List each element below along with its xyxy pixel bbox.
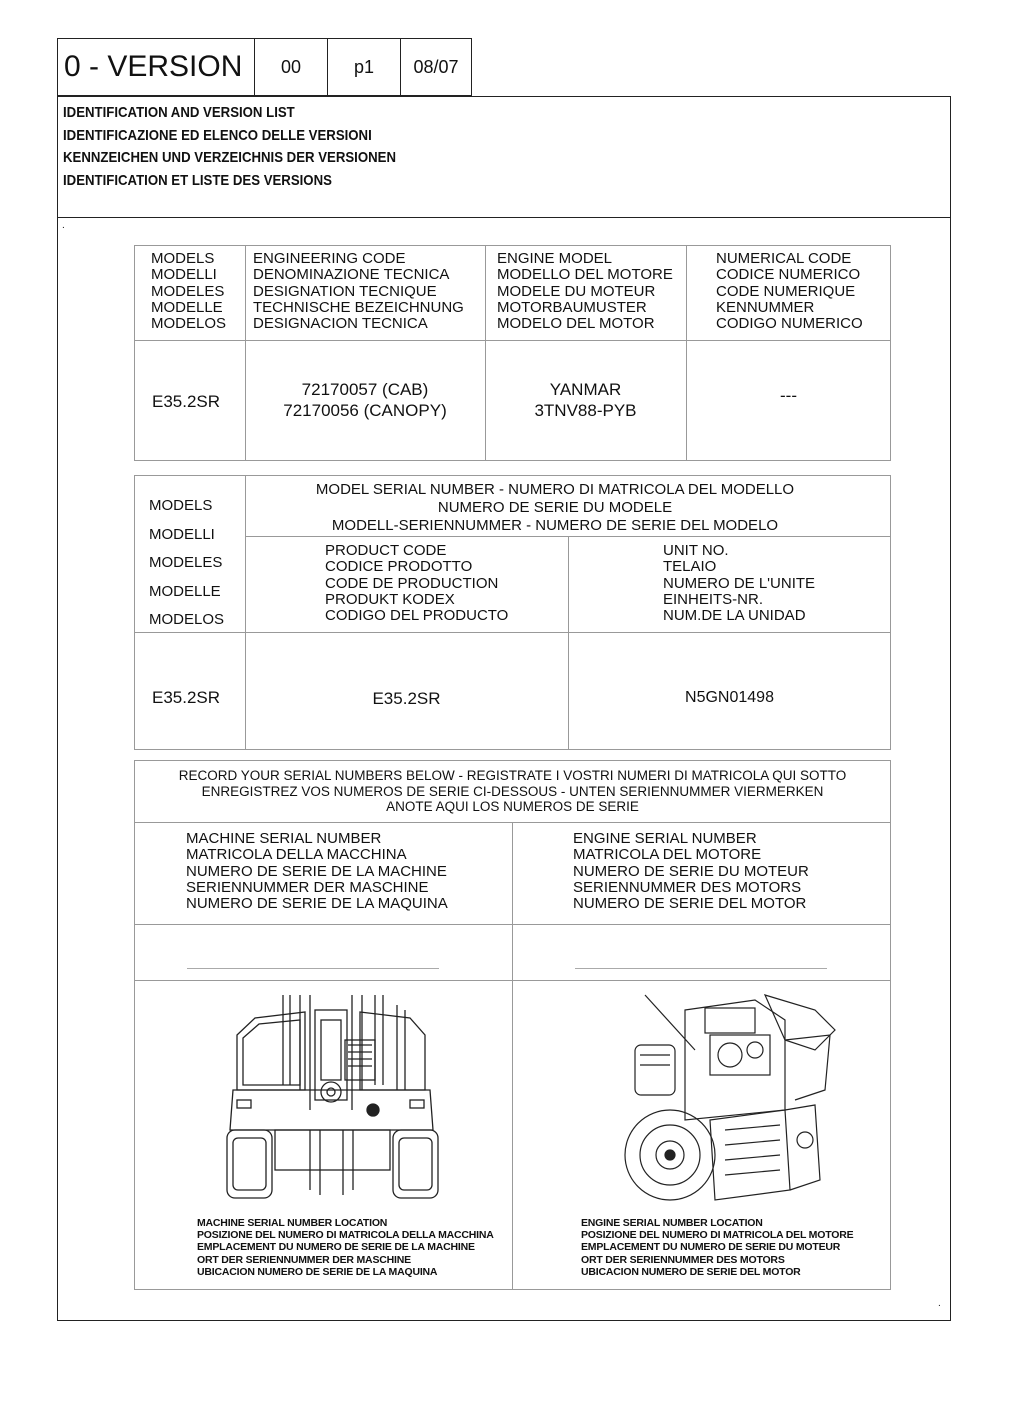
engine-serial-input-line[interactable]: [575, 968, 827, 969]
models-header-2: MODELS MODELLI MODELES MODELLE MODELOS: [149, 497, 225, 628]
revision-number: 00: [254, 38, 327, 96]
revision-date: 08/07: [400, 38, 472, 96]
title-fr: IDENTIFICATION ET LISTE DES VERSIONS: [63, 171, 332, 189]
machine-serial-input-line[interactable]: [187, 968, 439, 969]
engine-serial-header: ENGINE SERIAL NUMBER MATRICOLA DEL MOTORE NUMERO DE SERIE DU MOTEUR SERIENNUMMER DES MOTORS NUMERO DE SERIE DEL MOTOR: [573, 830, 809, 913]
title-it: IDENTIFICAZIONE ED ELENCO DELLE VERSIONI: [63, 126, 372, 144]
title-divider: [57, 217, 951, 218]
title-en: IDENTIFICATION AND VERSION LIST: [63, 104, 295, 121]
machine-serial-header: MACHINE SERIAL NUMBER MATRICOLA DELLA MACCHINA NUMERO DE SERIE DE LA MACHINE SERIENNUMMER DER MASCHINE NUMERO DE SERIE DE LA MAQUINA: [186, 830, 448, 913]
title-de: KENNZEICHEN UND VERZEICHNIS DER VERSIONEN: [63, 149, 396, 166]
engine-location-caption: ENGINE SERIAL NUMBER LOCATION POSIZIONE DEL NUMERO DI MATRICOLA DEL MOTORE EMPLACEMENT DU NUMERO DE SERIE DU MOTEUR ORT DER SERIENNUMMER DES MOTORS UBICACION NUMERO DE SERIE DEL MOTOR: [581, 1217, 854, 1278]
machine-location-caption: MACHINE SERIAL NUMBER LOCATION POSIZIONE DEL NUMERO DI MATRICOLA DELLA MACCHINA EMPLACEMENT DU NUMERO DE SERIE DE LA MACHINE ORT DER SERIENNUMMER DER MASCHINE UBICACION NUMERO DE SERIE DE LA MAQUINA: [197, 1217, 494, 1278]
engine-model-header: ENGINE MODEL MODELLO DEL MOTORE MODELE DU MOTEUR MOTORBAUMUSTER MODELO DEL MOTOR: [497, 250, 673, 333]
model-serial-header: MODEL SERIAL NUMBER - NUMERO DI MATRICOLA DEL MODELLO NUMERO DE SERIE DU MODELE MODELL-SERIENNUMMER - NUMERO DE SERIE DEL MODELO: [315, 481, 795, 534]
unit-no-value: N5GN01498: [685, 689, 774, 706]
product-code-value: E35.2SR: [372, 689, 441, 708]
engineering-code-value: 72170057 (CAB) 72170056 (CANOPY): [283, 380, 447, 420]
model-value: E35.2SR: [152, 392, 221, 411]
corner-dot: .: [62, 220, 65, 231]
product-code-header: PRODUCT CODE CODICE PRODOTTO CODE DE PRODUCTION PRODUKT KODEX CODIGO DEL PRODUCTO: [325, 542, 509, 625]
machine-rear-illustration: [215, 990, 450, 1205]
numerical-code-header: NUMERICAL CODE CODICE NUMERICO CODE NUMERIQUE KENNUMMER CODIGO NUMERICO: [716, 250, 863, 333]
page-number: p1: [327, 38, 400, 96]
numerical-code-value: ---: [780, 386, 797, 405]
record-instructions: RECORD YOUR SERIAL NUMBERS BELOW - REGISTRATE I VOSTRI NUMERI DI MATRICOLA QUI SOTTO ENREGISTREZ VOS NUMEROS DE SERIE CI-DESSOUS - UNTEN SERIENNUMMER VIERMERKEN ANOTE AQUI LOS NUMEROS DE SERIE: [178, 768, 847, 814]
page-title: 0 - VERSION: [57, 38, 254, 96]
engine-model-value: YANMAR 3TNV88-PYB: [534, 380, 637, 420]
document-titles: [63, 102, 396, 192]
engineering-code-header: ENGINEERING CODE DENOMINAZIONE TECNICA DESIGNATION TECNIQUE TECHNISCHE BEZEICHNUNG DESIGNACION TECNICA: [253, 250, 464, 333]
corner-dot: .: [938, 1298, 941, 1309]
unit-no-header: UNIT NO. TELAIO NUMERO DE L'UNITE EINHEITS-NR. NUM.DE LA UNIDAD: [663, 542, 816, 625]
engine-illustration: [615, 990, 845, 1210]
models-header: MODELS MODELLI MODELES MODELLE MODELOS: [151, 250, 227, 333]
model-value-2: E35.2SR: [152, 688, 221, 707]
